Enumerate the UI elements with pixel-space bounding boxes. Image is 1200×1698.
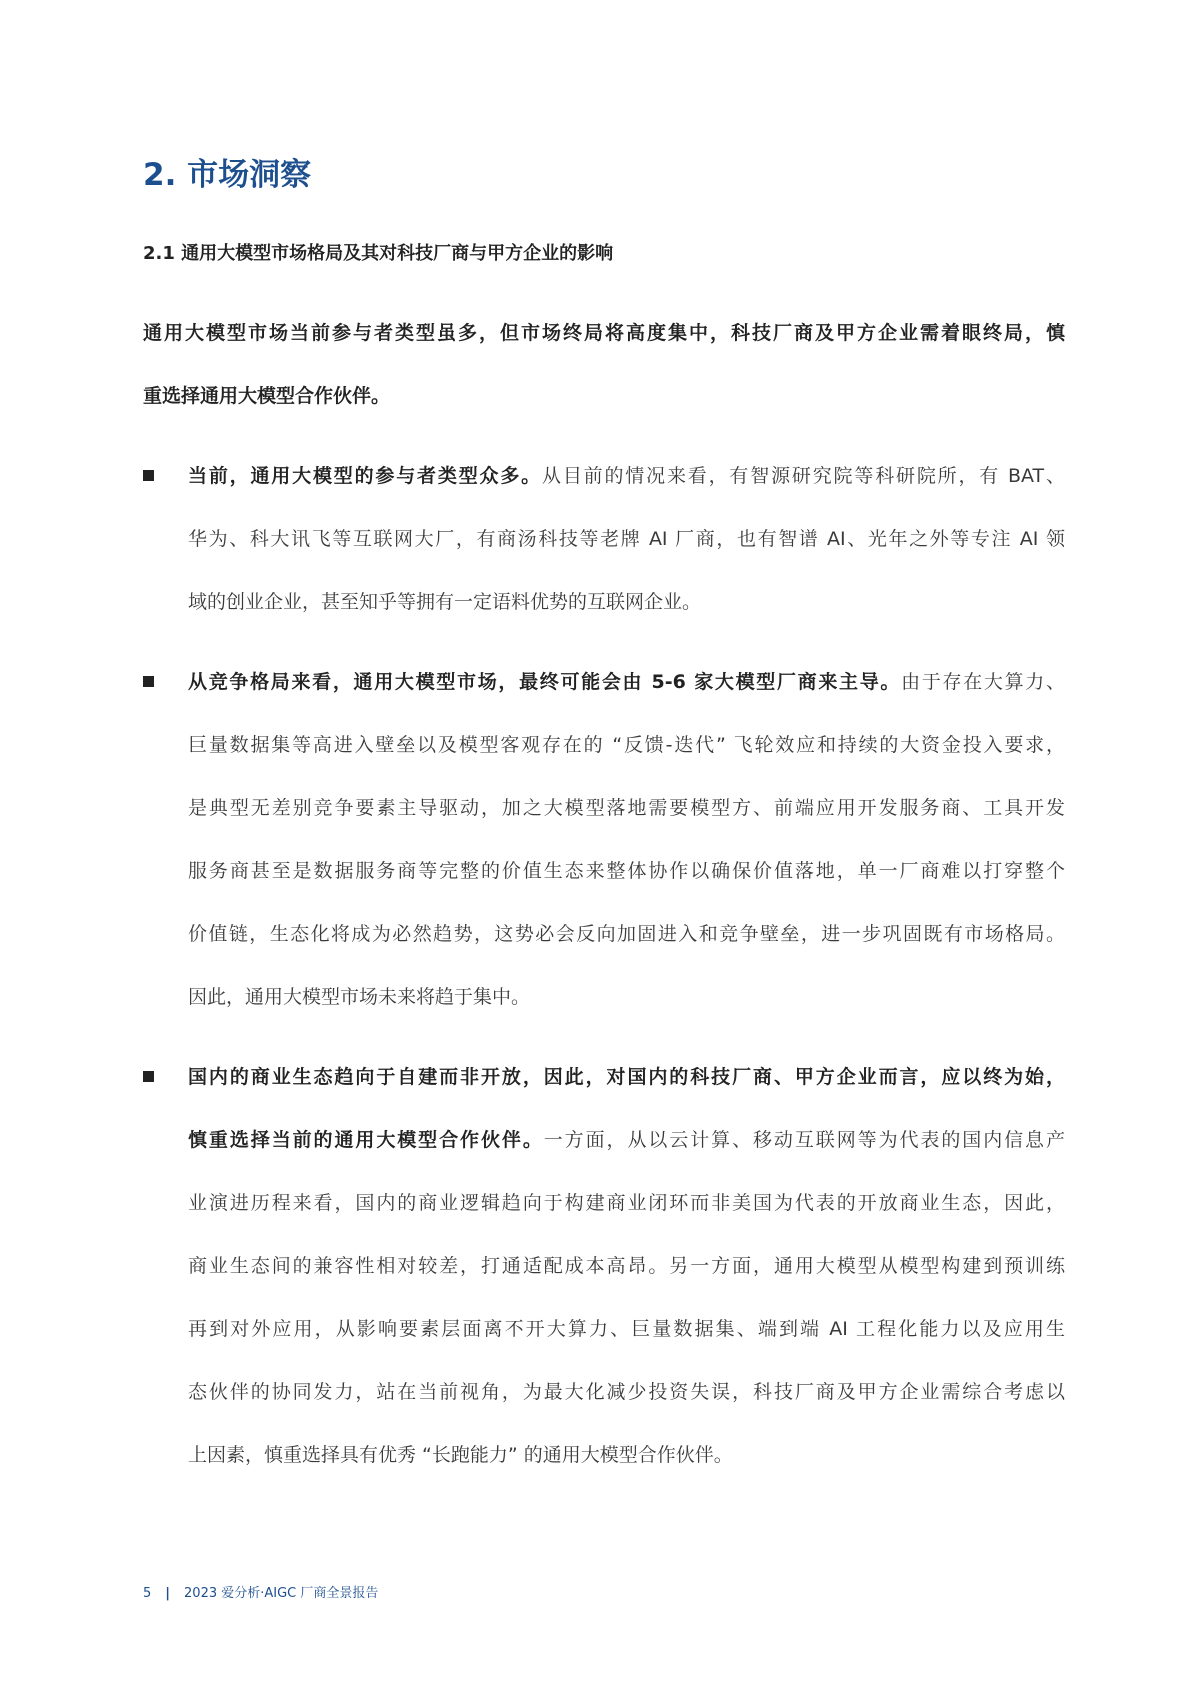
subsection-title: 2.1 通用大模型市场格局及其对科技厂商与甲方企业的影响 bbox=[143, 243, 614, 264]
bold-text: 国内的商业生态趋向于自建而非开放，因此，对国内的科技厂商、甲方企业而言，应以终为始， bbox=[188, 1066, 1065, 1088]
bold-text: 慎重选择当前的通用大模型合作伙伴。 bbox=[188, 1129, 544, 1151]
text-line bbox=[188, 1235, 1065, 1298]
body-text: 再到对外应用，从影响要素层面离不开大算力、巨量数据集、端到端 AI 工程化能力以及应用生 bbox=[188, 1318, 1065, 1340]
text-line bbox=[188, 1109, 1065, 1172]
square-bullet-icon bbox=[143, 676, 154, 687]
body-text: 上因素，慎重选择具有优秀 “长跑能力” 的通用大模型合作伙伴。 bbox=[188, 1444, 733, 1466]
body-text: 华为、科大讯飞等互联网大厂，有商汤科技等老牌 AI 厂商，也有智谱 AI、光年之外等专注 AI 领 bbox=[188, 528, 1065, 550]
bullet-item bbox=[143, 1046, 1065, 1487]
bold-text: 通用大模型市场当前参与者类型虽多，但市场终局将高度集中，科技厂商及甲方企业需着眼终局，慎 bbox=[143, 322, 1065, 344]
body-text: 巨量数据集等高进入壁垒以及模型客观存在的 “反馈-迭代” 飞轮效应和持续的大资金投入要求， bbox=[188, 734, 1065, 756]
body-text: 是典型无差别竞争要素主导驱动，加之大模型落地需要模型方、前端应用开发服务商、工具开发 bbox=[188, 797, 1065, 819]
text-line bbox=[188, 966, 1065, 1029]
body-text: 由于存在大算力、 bbox=[901, 671, 1065, 693]
text-line bbox=[188, 1361, 1065, 1424]
report-title: 2023 爱分析·AIGC 厂商全景报告 bbox=[184, 1586, 379, 1601]
text-line bbox=[188, 777, 1065, 840]
page-footer bbox=[143, 1584, 378, 1604]
body-text: 服务商甚至是数据服务商等完整的价值生态来整体协作以确保价值落地，单一厂商难以打穿整个 bbox=[188, 860, 1065, 882]
bold-text: 重选择通用大模型合作伙伴。 bbox=[143, 385, 391, 407]
bullet-item bbox=[143, 651, 1065, 1029]
body-text: 因此，通用大模型市场未来将趋于集中。 bbox=[188, 986, 531, 1008]
text-line bbox=[188, 1046, 1065, 1109]
text-line bbox=[188, 571, 1065, 634]
text-line bbox=[188, 445, 1065, 508]
body-text: 价值链，生态化将成为必然趋势，这势必会反向加固进入和竞争壁垒，进一步巩固既有市场格局。 bbox=[188, 923, 1065, 945]
square-bullet-icon bbox=[143, 1071, 154, 1082]
body-text: 态伙伴的协同发力，站在当前视角，为最大化减少投资失误，科技厂商及甲方企业需综合考虑以 bbox=[188, 1381, 1065, 1403]
text-line bbox=[188, 651, 1065, 714]
footer-separator: | bbox=[165, 1586, 171, 1601]
body-text: 业演进历程来看，国内的商业逻辑趋向于构建商业闭环而非美国为代表的开放商业生态，因此， bbox=[188, 1192, 1065, 1214]
text-line bbox=[188, 1424, 1065, 1487]
lead-paragraph bbox=[143, 302, 1065, 428]
body-text: 从目前的情况来看，有智源研究院等科研院所，有 BAT、 bbox=[542, 465, 1065, 487]
body-text: 一方面，从以云计算、移动互联网等为代表的国内信息产 bbox=[543, 1129, 1065, 1151]
bold-text: 从竞争格局来看，通用大模型市场，最终可能会由 5-6 家大模型厂商来主导。 bbox=[188, 671, 902, 693]
page-number: 5 bbox=[143, 1586, 152, 1601]
text-line bbox=[188, 903, 1065, 966]
text-line bbox=[188, 714, 1065, 777]
bold-text: 当前，通用大模型的参与者类型众多。 bbox=[188, 465, 543, 487]
section-title: 2. 市场洞察 bbox=[143, 157, 312, 193]
bullet-list bbox=[143, 445, 1065, 1487]
text-line bbox=[188, 840, 1065, 903]
text-line bbox=[143, 365, 1065, 428]
text-line bbox=[188, 1298, 1065, 1361]
bullet-item bbox=[143, 445, 1065, 634]
text-line bbox=[143, 302, 1065, 365]
document-body bbox=[143, 302, 1065, 1504]
text-line bbox=[188, 1172, 1065, 1235]
body-text: 商业生态间的兼容性相对较差，打通适配成本高昂。另一方面，通用大模型从模型构建到预训练 bbox=[188, 1255, 1065, 1277]
body-text: 域的创业企业，甚至知乎等拥有一定语料优势的互联网企业。 bbox=[188, 591, 702, 613]
text-line bbox=[188, 508, 1065, 571]
square-bullet-icon bbox=[143, 470, 154, 481]
